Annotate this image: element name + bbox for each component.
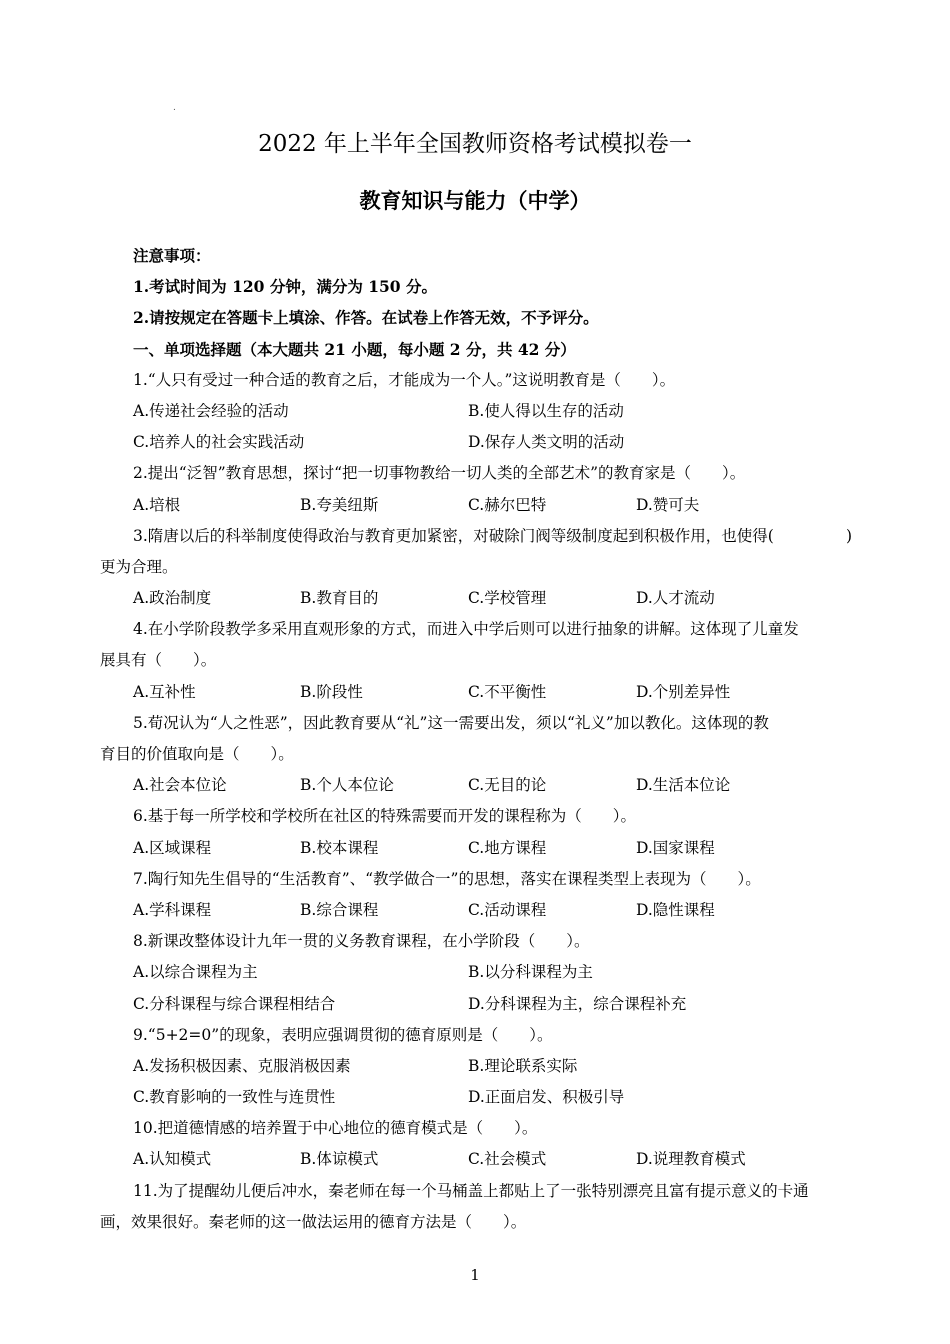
option: B.体谅模式 bbox=[300, 1150, 379, 1169]
exam-title: 2022 年上半年全国教师资格考试模拟卷一 bbox=[258, 131, 692, 157]
option: B.以分科课程为主 bbox=[468, 963, 593, 982]
option: C.培养人的社会实践活动 bbox=[133, 433, 305, 452]
question-stem-continued: 育目的价值取向是（ ）。 bbox=[100, 745, 294, 763]
option-row bbox=[100, 1082, 852, 1113]
option: B.阶段性 bbox=[300, 682, 363, 701]
question-stem: 6.基于每一所学校和学校所在社区的特殊需要而开发的课程称为（ ）。 bbox=[133, 807, 637, 826]
scan-mark: . bbox=[173, 103, 176, 113]
question-stem: 11.为了提醒幼儿便后冲水，秦老师在每一个马桶盖上都贴上了一张特别漂亮且富有提示意义的卡通 bbox=[133, 1181, 809, 1200]
option-row bbox=[100, 833, 852, 864]
question-stem: 4.在小学阶段教学多采用直观形象的方式，而进入中学后则可以进行抽象的讲解。这体现了儿童发 bbox=[133, 620, 799, 639]
option: A.发扬积极因素、克服消极因素 bbox=[133, 1056, 351, 1075]
option-row bbox=[100, 677, 852, 708]
notice-item: 2.请按规定在答题卡上填涂、作答。在试卷上作答无效，不予评分。 bbox=[133, 308, 599, 328]
option-row bbox=[100, 583, 852, 614]
option: C.教育影响的一致性与连贯性 bbox=[133, 1088, 336, 1107]
option: C.学校管理 bbox=[468, 589, 547, 608]
option: D.个别差异性 bbox=[636, 682, 731, 701]
question-stem-end: ) bbox=[845, 526, 852, 545]
option: C.不平衡性 bbox=[468, 682, 547, 701]
option: A.传递社会经验的活动 bbox=[133, 401, 289, 420]
option: A.区域课程 bbox=[133, 838, 212, 857]
option-row bbox=[100, 1144, 852, 1175]
notice-item: 1.考试时间为 120 分钟，满分为 150 分。 bbox=[133, 277, 437, 297]
option: A.以综合课程为主 bbox=[133, 963, 258, 982]
option: D.正面启发、积极引导 bbox=[468, 1088, 625, 1107]
option: D.生活本位论 bbox=[636, 776, 731, 795]
page-number: 1 bbox=[470, 1266, 480, 1284]
option: D.隐性课程 bbox=[636, 900, 715, 919]
option: A.学科课程 bbox=[133, 900, 212, 919]
option-row bbox=[100, 490, 852, 521]
option: A.政治制度 bbox=[133, 589, 212, 608]
option: B.教育目的 bbox=[300, 589, 379, 608]
option: A.社会本位论 bbox=[133, 776, 227, 795]
notice-heading: 注意事项： bbox=[133, 246, 211, 265]
option-row bbox=[100, 895, 852, 926]
option: D.保存人类文明的活动 bbox=[468, 433, 625, 452]
option: C.活动课程 bbox=[468, 900, 547, 919]
option: A.互补性 bbox=[133, 682, 196, 701]
option: B.理论联系实际 bbox=[468, 1056, 578, 1075]
question-stem bbox=[100, 521, 852, 552]
option: C.赫尔巴特 bbox=[468, 495, 547, 514]
option: D.赞可夫 bbox=[636, 495, 700, 514]
option-row bbox=[100, 427, 852, 458]
option: C.无目的论 bbox=[468, 776, 547, 795]
question-stem-text: 3.隋唐以后的科举制度使得政治与教育更加紧密，对破除门阀等级制度起到积极作用，也使得( bbox=[133, 526, 774, 545]
question-stem: 10.把道德情感的培养置于中心地位的德育模式是（ ）。 bbox=[133, 1119, 538, 1138]
option: D.国家课程 bbox=[636, 838, 715, 857]
exam-body bbox=[100, 240, 852, 1238]
option: A.认知模式 bbox=[133, 1150, 212, 1169]
option: D.分科课程为主，综合课程补充 bbox=[468, 994, 687, 1013]
option: C.地方课程 bbox=[468, 838, 547, 857]
option: B.夸美纽斯 bbox=[300, 495, 379, 514]
option: D.人才流动 bbox=[636, 589, 715, 608]
option: D.说理教育模式 bbox=[636, 1150, 746, 1169]
option: B.综合课程 bbox=[300, 900, 379, 919]
option: B.使人得以生存的活动 bbox=[468, 401, 624, 420]
question-stem-continued: 更为合理。 bbox=[100, 557, 178, 576]
question-stem-continued: 展具有（ ）。 bbox=[100, 651, 217, 670]
option: A.培根 bbox=[133, 495, 181, 514]
question-stem: 1.“人只有受过一种合适的教育之后，才能成为一个人。”这说明教育是（ ）。 bbox=[133, 370, 676, 389]
question-stem: 2.提出“泛智”教育思想，探讨“把一切事物教给一切人类的全部艺术”的教育家是（ ）。 bbox=[133, 464, 746, 483]
option: B.个人本位论 bbox=[300, 776, 394, 795]
option-row bbox=[100, 770, 852, 801]
question-stem: 5.荀况认为“人之性恶”，因此教育要从“礼”这一需要出发，须以“礼义”加以教化。这体现的教 bbox=[133, 713, 769, 732]
question-stem-continued: 画，效果很好。秦老师的这一做法运用的德育方法是（ ）。 bbox=[100, 1212, 527, 1231]
question-stem: 9.“5+2=0”的现象，表明应强调贯彻的德育原则是（ ）。 bbox=[133, 1025, 553, 1044]
question-stem: 7.陶行知先生倡导的“生活教育”、“教学做合一”的思想，落实在课程类型上表现为（ ）。 bbox=[133, 869, 761, 888]
exam-subtitle: 教育知识与能力（中学） bbox=[359, 189, 591, 213]
question-stem: 8.新课改整体设计九年一贯的义务教育课程，在小学阶段（ ）。 bbox=[133, 932, 590, 951]
option-row bbox=[100, 957, 852, 988]
option-row bbox=[100, 396, 852, 427]
option: B.校本课程 bbox=[300, 838, 379, 857]
option: C.社会模式 bbox=[468, 1150, 547, 1169]
option-row bbox=[100, 1051, 852, 1082]
section-heading: 一、单项选择题（本大题共 21 小题，每小题 2 分，共 42 分） bbox=[133, 339, 576, 359]
option: C.分科课程与综合课程相结合 bbox=[133, 994, 336, 1013]
option-row bbox=[100, 989, 852, 1020]
